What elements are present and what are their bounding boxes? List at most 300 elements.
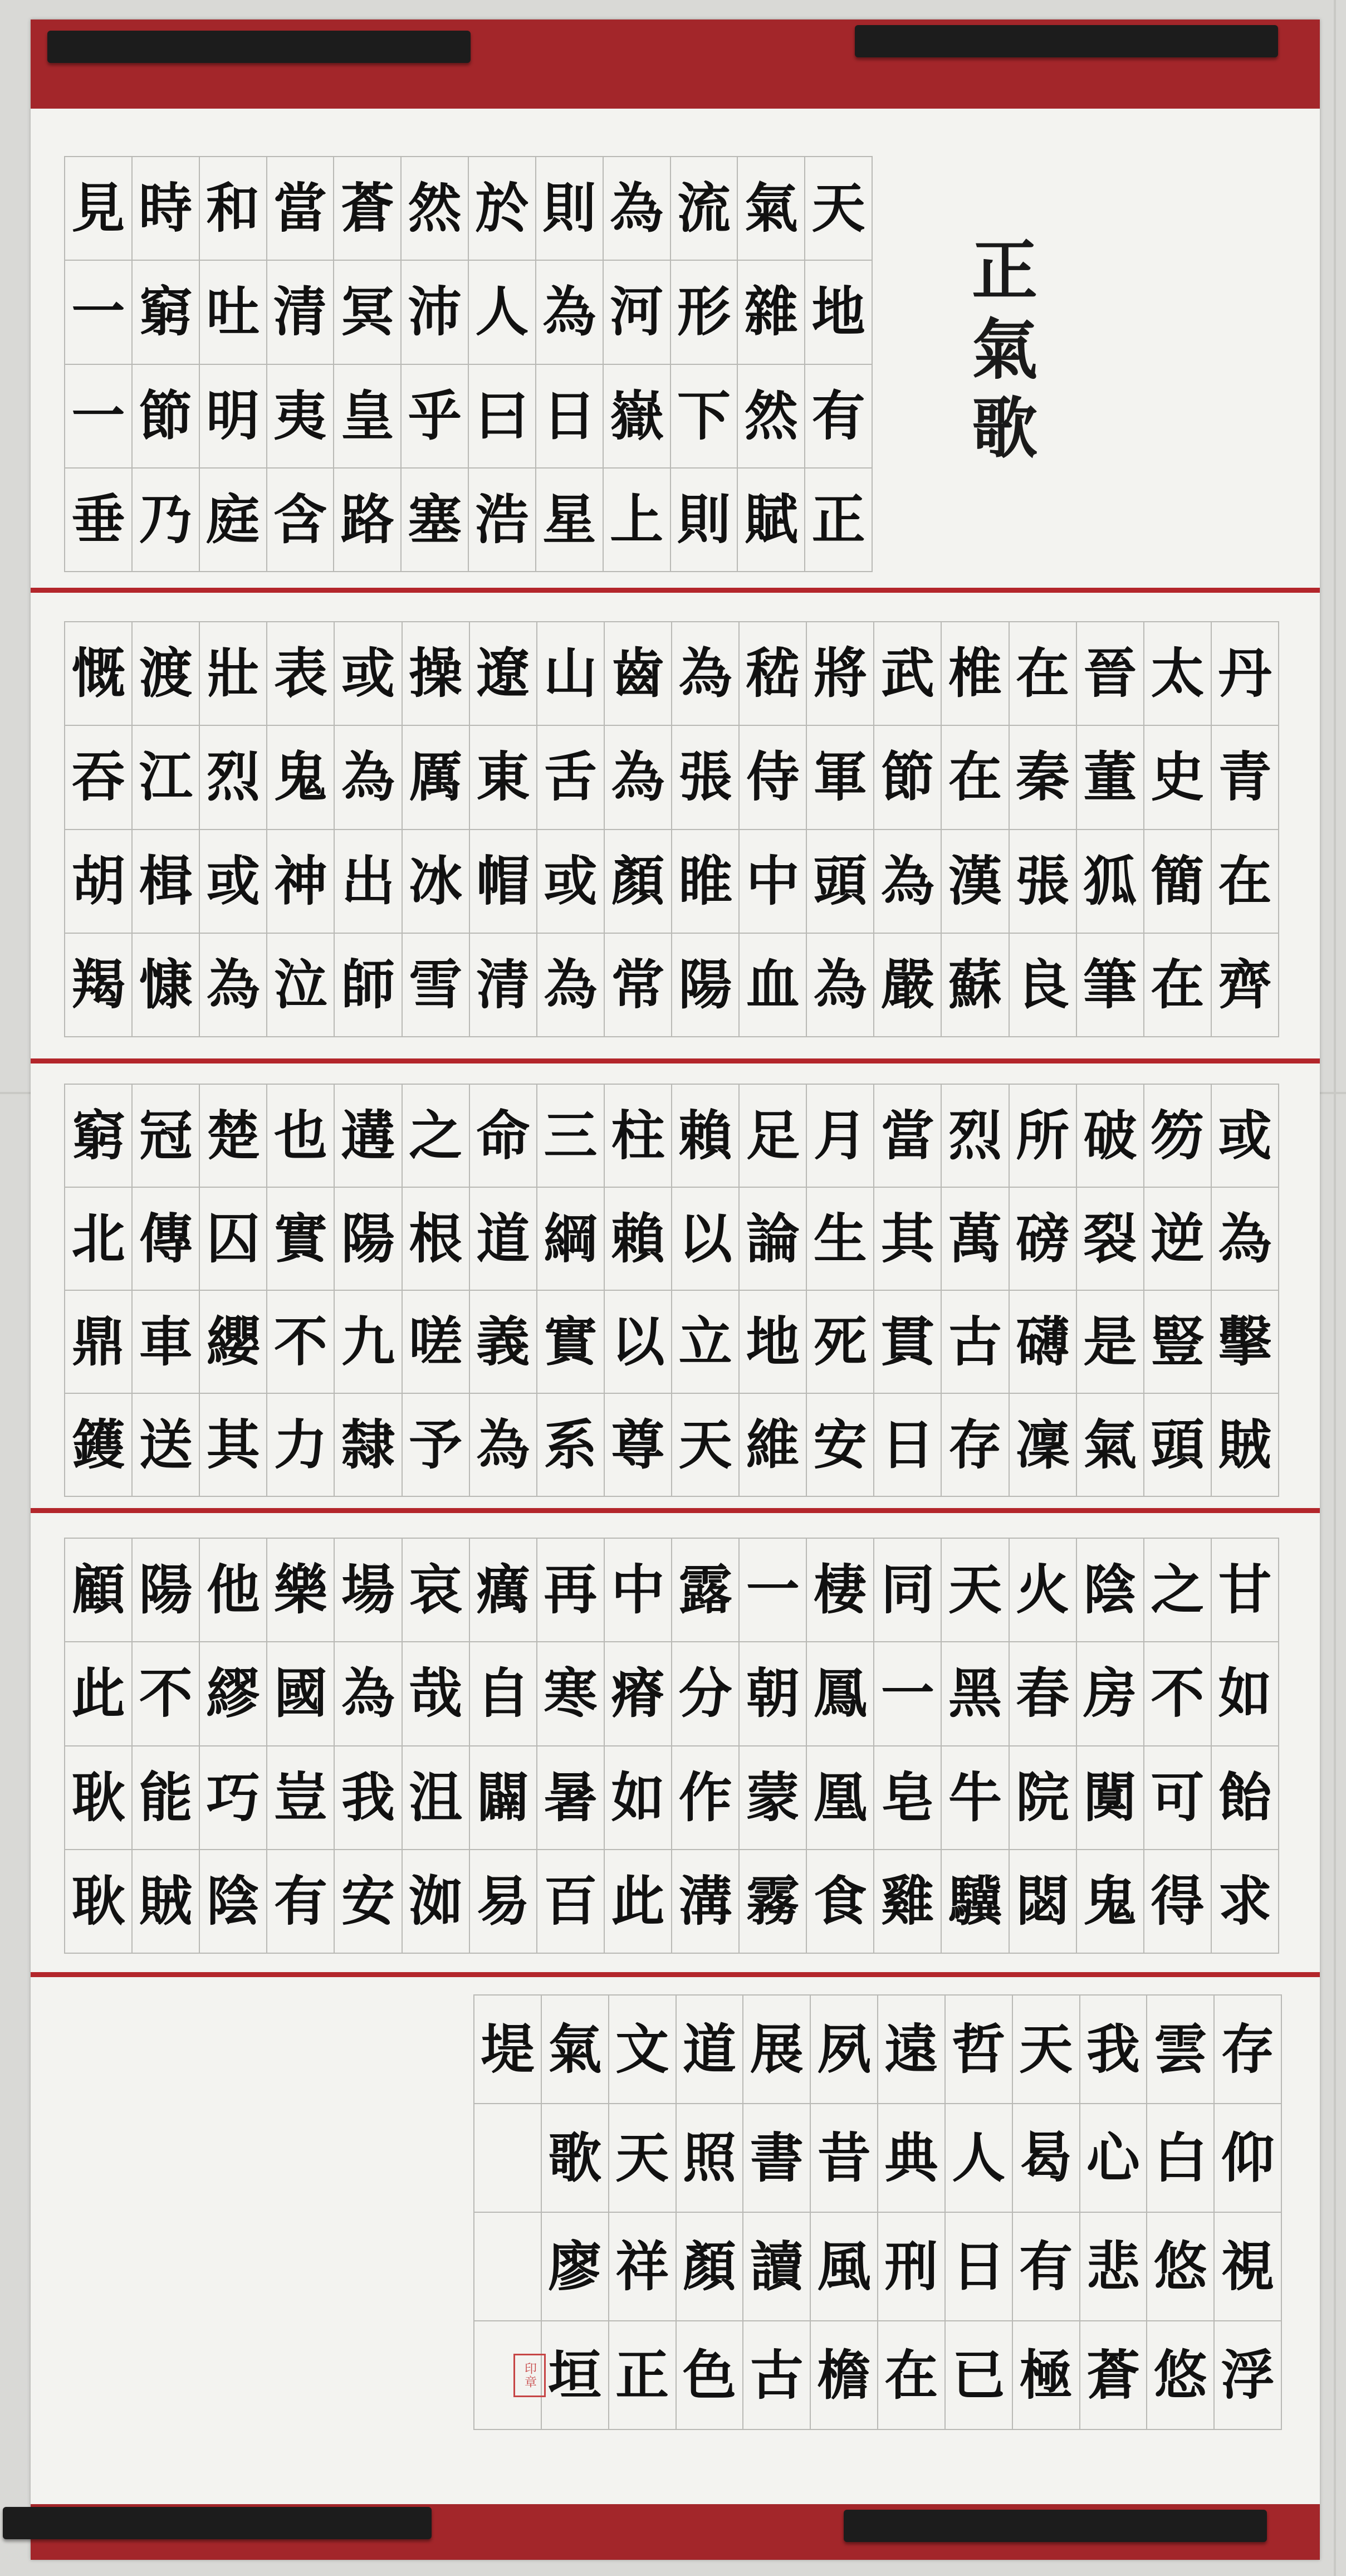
grid-cell: 地	[805, 261, 873, 364]
wall-line-v	[1334, 0, 1336, 2576]
grid-cell: 得	[1144, 1850, 1212, 1954]
grid-cell: 房	[1077, 1642, 1144, 1746]
grid-cell: 浩	[469, 469, 536, 572]
grid-cell: 牛	[942, 1746, 1009, 1850]
grid-cell: 賦	[738, 469, 805, 572]
grid-cell: 磅	[1010, 1188, 1077, 1291]
grid-cell: 黑	[942, 1642, 1009, 1746]
grid-cell: 嵇	[740, 622, 807, 726]
panel-divider-3	[31, 1508, 1320, 1513]
grid-cell: 曷	[1013, 2104, 1080, 2213]
grid-cell: 將	[807, 622, 874, 726]
grid-cell: 為	[537, 934, 605, 1037]
title-char: 氣	[972, 310, 1038, 388]
grid-cell: 尊	[605, 1394, 672, 1497]
grid-cell: 蒼	[334, 157, 402, 261]
grid-cell: 百	[537, 1850, 605, 1954]
panel-divider-2	[31, 1058, 1320, 1063]
grid-cell: 也	[267, 1085, 335, 1188]
grid-cell: 冰	[403, 830, 470, 934]
grid-cell: 東	[470, 726, 537, 830]
grid-cell: 為	[536, 261, 604, 364]
grid-cell: 一	[740, 1539, 807, 1642]
grid-cell: 車	[133, 1291, 200, 1394]
bottom-left-rod	[3, 2507, 432, 2539]
grid-cell: 送	[133, 1394, 200, 1497]
grid-cell: 烈	[942, 1085, 1009, 1188]
grid-cell: 節	[133, 365, 200, 469]
grid-cell: 祥	[609, 2213, 677, 2321]
grid-cell: 閟	[1010, 1850, 1077, 1954]
grid-cell: 天	[805, 157, 873, 261]
grid-cell: 此	[65, 1642, 133, 1746]
grid-cell: 嚴	[874, 934, 942, 1037]
grid-cell: 節	[874, 726, 942, 830]
grid-cell: 溝	[672, 1850, 740, 1954]
grid-cell: 繆	[200, 1642, 267, 1746]
grid-cell: 武	[874, 622, 942, 726]
grid-cell: 於	[469, 157, 536, 261]
grid-cell: 遘	[335, 1085, 402, 1188]
grid-cell: 為	[605, 726, 672, 830]
grid-cell: 死	[807, 1291, 874, 1394]
grid-cell: 再	[537, 1539, 605, 1642]
grid-cell: 作	[672, 1746, 740, 1850]
grid-cell: 豈	[267, 1746, 335, 1850]
grid-cell: 吞	[65, 726, 133, 830]
grid-cell: 陽	[335, 1188, 402, 1291]
grid-cell: 此	[605, 1850, 672, 1954]
grid-cell: 為	[874, 830, 942, 934]
grid-cell: 求	[1212, 1850, 1279, 1954]
grid-cell: 流	[671, 157, 738, 261]
grid-cell: 可	[1144, 1746, 1212, 1850]
grid-cell: 慨	[65, 622, 133, 726]
grid-cell: 風	[811, 2213, 878, 2321]
grid-cell: 則	[536, 157, 604, 261]
grid-cell: 師	[335, 934, 402, 1037]
grid-cell: 雪	[403, 934, 470, 1037]
grid-cell: 天	[1013, 1996, 1080, 2104]
grid-cell: 悠	[1147, 2213, 1215, 2321]
grid-cell: 悲	[1080, 2213, 1148, 2321]
grid-cell: 不	[1144, 1642, 1212, 1746]
poem-panel-1	[64, 156, 873, 572]
grid-cell: 日	[536, 365, 604, 469]
grid-cell: 分	[672, 1642, 740, 1746]
grid-cell: 陰	[1077, 1539, 1144, 1642]
grid-cell: 生	[807, 1188, 874, 1291]
grid-cell: 刑	[878, 2213, 946, 2321]
grid-cell: 實	[267, 1188, 335, 1291]
grid-cell: 顏	[605, 830, 672, 934]
grid-cell: 嶽	[604, 365, 671, 469]
grid-cell: 青	[1212, 726, 1279, 830]
grid-cell: 天	[942, 1539, 1009, 1642]
grid-cell: 安	[807, 1394, 874, 1497]
grid-cell: 隸	[335, 1394, 402, 1497]
grid-cell: 蒙	[740, 1746, 807, 1850]
grid-cell: 乃	[133, 469, 200, 572]
grid-cell: 賊	[1212, 1394, 1279, 1497]
grid-cell: 時	[133, 157, 200, 261]
grid-cell: 在	[1212, 830, 1279, 934]
grid-cell: 筆	[1077, 934, 1144, 1037]
grid-cell: 火	[1010, 1539, 1077, 1642]
grid-cell: 齊	[1212, 934, 1279, 1037]
grid-cell: 傳	[133, 1188, 200, 1291]
grid-cell: 已	[946, 2321, 1013, 2430]
grid-cell: 顏	[677, 2213, 744, 2321]
grid-cell: 氣	[542, 1996, 609, 2104]
grid-cell: 窮	[133, 261, 200, 364]
grid-cell: 吐	[200, 261, 267, 364]
grid-cell: 或	[200, 830, 267, 934]
grid-cell: 秦	[1010, 726, 1077, 830]
grid-cell: 豎	[1144, 1291, 1212, 1394]
grid-cell: 椎	[942, 622, 1009, 726]
grid-cell	[474, 2104, 542, 2213]
grid-cell: 自	[470, 1642, 537, 1746]
grid-cell: 河	[604, 261, 671, 364]
grid-cell: 命	[470, 1085, 537, 1188]
grid-cell: 然	[402, 157, 469, 261]
grid-cell: 氣	[738, 157, 805, 261]
grid-cell: 存	[1215, 1996, 1282, 2104]
grid-cell: 不	[133, 1642, 200, 1746]
top-left-rod	[47, 31, 471, 63]
grid-cell: 闃	[1077, 1746, 1144, 1850]
grid-cell: 神	[267, 830, 335, 934]
grid-cell: 冠	[133, 1085, 200, 1188]
grid-cell: 視	[1215, 2213, 1282, 2321]
grid-cell: 地	[740, 1291, 807, 1394]
grid-cell: 瘠	[605, 1642, 672, 1746]
grid-cell: 天	[672, 1394, 740, 1497]
grid-cell: 有	[1013, 2213, 1080, 2321]
grid-cell: 遼	[470, 622, 537, 726]
grid-cell: 出	[335, 830, 402, 934]
grid-cell: 巧	[200, 1746, 267, 1850]
grid-cell: 星	[536, 469, 604, 572]
grid-cell: 胡	[65, 830, 133, 934]
grid-cell: 綱	[537, 1188, 605, 1291]
grid-cell: 如	[1212, 1642, 1279, 1746]
grid-cell: 泣	[267, 934, 335, 1037]
grid-cell: 下	[671, 365, 738, 469]
grid-cell: 我	[1080, 1996, 1148, 2104]
grid-cell: 礴	[1010, 1291, 1077, 1394]
grid-cell: 鑊	[65, 1394, 133, 1497]
grid-cell: 是	[1077, 1291, 1144, 1394]
grid-cell: 垂	[65, 469, 133, 572]
grid-cell: 賊	[133, 1850, 200, 1954]
grid-cell: 以	[672, 1188, 740, 1291]
grid-cell: 舌	[537, 726, 605, 830]
grid-cell: 陽	[133, 1539, 200, 1642]
grid-cell: 凰	[807, 1746, 874, 1850]
grid-cell: 同	[874, 1539, 942, 1642]
grid-cell: 闢	[470, 1746, 537, 1850]
grid-cell: 渡	[133, 622, 200, 726]
grid-cell: 窮	[65, 1085, 133, 1188]
grid-cell: 雜	[738, 261, 805, 364]
grid-cell: 沮	[403, 1746, 470, 1850]
grid-cell: 鬼	[267, 726, 335, 830]
title-char: 正	[972, 232, 1038, 309]
grid-cell: 皂	[874, 1746, 942, 1850]
grid-cell: 場	[335, 1539, 402, 1642]
grid-cell: 為	[672, 622, 740, 726]
grid-cell: 然	[738, 365, 805, 469]
grid-cell: 所	[1010, 1085, 1077, 1188]
grid-cell: 棲	[807, 1539, 874, 1642]
grid-cell: 朝	[740, 1642, 807, 1746]
bottom-right-rod	[844, 2510, 1267, 2542]
grid-cell: 厲	[403, 726, 470, 830]
grid-cell: 凜	[1010, 1394, 1077, 1497]
grid-cell: 冥	[334, 261, 402, 364]
grid-cell: 操	[403, 622, 470, 726]
grid-cell: 逆	[1144, 1188, 1212, 1291]
grid-cell: 不	[267, 1291, 335, 1394]
grid-cell: 歌	[542, 2104, 609, 2213]
grid-cell: 讀	[743, 2213, 811, 2321]
grid-cell: 月	[807, 1085, 874, 1188]
grid-cell: 為	[335, 1642, 402, 1746]
grid-cell: 展	[743, 1996, 811, 2104]
grid-cell: 張	[1010, 830, 1077, 934]
poem-panel-5	[473, 1994, 1282, 2430]
grid-cell: 含	[267, 469, 335, 572]
grid-cell: 纓	[200, 1291, 267, 1394]
grid-cell: 白	[1147, 2104, 1215, 2213]
grid-cell: 根	[403, 1188, 470, 1291]
grid-cell: 表	[267, 622, 335, 726]
grid-cell: 九	[335, 1291, 402, 1394]
grid-cell: 或	[1212, 1085, 1279, 1188]
grid-cell: 甘	[1212, 1539, 1279, 1642]
grid-cell: 在	[1010, 622, 1077, 726]
grid-cell: 耿	[65, 1746, 133, 1850]
grid-cell: 實	[537, 1291, 605, 1394]
grid-cell: 其	[200, 1394, 267, 1497]
grid-cell: 露	[672, 1539, 740, 1642]
grid-cell: 漢	[942, 830, 1009, 934]
grid-cell: 人	[946, 2104, 1013, 2213]
grid-cell: 張	[672, 726, 740, 830]
grid-cell: 色	[677, 2321, 744, 2430]
grid-cell: 軍	[807, 726, 874, 830]
grid-cell: 明	[200, 365, 267, 469]
grid-cell: 上	[604, 469, 671, 572]
grid-cell: 江	[133, 726, 200, 830]
grid-cell: 照	[677, 2104, 744, 2213]
grid-cell: 他	[200, 1539, 267, 1642]
grid-cell: 心	[1080, 2104, 1148, 2213]
grid-cell: 論	[740, 1188, 807, 1291]
grid-cell: 蘇	[942, 934, 1009, 1037]
panel-divider-1	[31, 588, 1320, 593]
top-right-rod	[855, 25, 1278, 57]
grid-cell: 笏	[1144, 1085, 1212, 1188]
grid-cell: 哲	[946, 1996, 1013, 2104]
grid-cell: 陽	[672, 934, 740, 1037]
grid-cell: 道	[677, 1996, 744, 2104]
grid-cell: 或	[335, 622, 402, 726]
grid-cell: 史	[1144, 726, 1212, 830]
grid-cell: 塞	[402, 469, 469, 572]
grid-cell: 當	[874, 1085, 942, 1188]
grid-cell: 寒	[537, 1642, 605, 1746]
grid-cell: 中	[740, 830, 807, 934]
grid-cell: 齒	[605, 622, 672, 726]
grid-cell: 沛	[402, 261, 469, 364]
grid-cell: 耿	[65, 1850, 133, 1954]
grid-cell: 義	[470, 1291, 537, 1394]
grid-cell: 之	[1144, 1539, 1212, 1642]
grid-cell: 力	[267, 1394, 335, 1497]
grid-cell: 書	[743, 2104, 811, 2213]
grid-cell: 之	[403, 1085, 470, 1188]
grid-cell: 睢	[672, 830, 740, 934]
grid-cell: 常	[605, 934, 672, 1037]
grid-cell: 予	[403, 1394, 470, 1497]
grid-cell: 能	[133, 1746, 200, 1850]
grid-cell: 安	[335, 1850, 402, 1954]
grid-cell: 日	[874, 1394, 942, 1497]
grid-cell: 董	[1077, 726, 1144, 830]
grid-cell: 系	[537, 1394, 605, 1497]
grid-cell: 萬	[942, 1188, 1009, 1291]
grid-cell: 囚	[200, 1188, 267, 1291]
grid-cell: 哉	[403, 1642, 470, 1746]
grid-cell: 氣	[1077, 1394, 1144, 1497]
grid-cell: 庭	[200, 469, 267, 572]
grid-cell: 雲	[1147, 1996, 1215, 2104]
grid-cell: 蒼	[1080, 2321, 1148, 2430]
grid-cell: 三	[537, 1085, 605, 1188]
grid-cell: 仰	[1215, 2104, 1282, 2213]
grid-cell: 侍	[740, 726, 807, 830]
grid-cell: 有	[267, 1850, 335, 1954]
grid-cell: 陰	[200, 1850, 267, 1954]
grid-cell: 清	[470, 934, 537, 1037]
poem-panel-3	[64, 1084, 1279, 1497]
grid-cell: 為	[1212, 1188, 1279, 1291]
grid-cell: 晉	[1077, 622, 1144, 726]
grid-cell: 天	[609, 2104, 677, 2213]
grid-cell: 雞	[874, 1850, 942, 1954]
grid-cell: 鼎	[65, 1291, 133, 1394]
grid-cell: 羯	[65, 934, 133, 1037]
panel-divider-4	[31, 1972, 1320, 1977]
grid-cell: 暑	[537, 1746, 605, 1850]
grid-cell: 皇	[334, 365, 402, 469]
grid-cell: 頭	[1144, 1394, 1212, 1497]
grid-cell: 一	[65, 261, 133, 364]
grid-cell: 道	[470, 1188, 537, 1291]
grid-cell: 柱	[605, 1085, 672, 1188]
grid-cell: 以	[605, 1291, 672, 1394]
grid-cell: 人	[469, 261, 536, 364]
grid-cell: 貫	[874, 1291, 942, 1394]
grid-cell: 易	[470, 1850, 537, 1954]
grid-cell: 中	[605, 1539, 672, 1642]
grid-cell: 良	[1010, 934, 1077, 1037]
grid-cell: 驥	[942, 1850, 1009, 1954]
grid-cell: 血	[740, 934, 807, 1037]
grid-cell: 維	[740, 1394, 807, 1497]
grid-cell: 有	[805, 365, 873, 469]
grid-cell: 哀	[403, 1539, 470, 1642]
grid-cell: 山	[537, 622, 605, 726]
grid-cell: 古	[942, 1291, 1009, 1394]
grid-cell: 形	[671, 261, 738, 364]
red-seal-stamp: 印章	[513, 2354, 546, 2397]
calligraphy-scroll	[31, 19, 1320, 2560]
grid-cell: 鬼	[1077, 1850, 1144, 1954]
poem-title	[972, 231, 1037, 468]
grid-cell: 一	[874, 1642, 942, 1746]
grid-cell: 壯	[200, 622, 267, 726]
grid-cell: 足	[740, 1085, 807, 1188]
grid-cell: 浮	[1215, 2321, 1282, 2430]
grid-cell: 食	[807, 1850, 874, 1954]
grid-cell: 破	[1077, 1085, 1144, 1188]
grid-cell: 廖	[542, 2213, 609, 2321]
grid-cell: 洳	[403, 1850, 470, 1954]
grid-cell: 正	[805, 469, 873, 572]
grid-cell: 為	[200, 934, 267, 1037]
grid-cell: 裂	[1077, 1188, 1144, 1291]
grid-cell: 樂	[267, 1539, 335, 1642]
grid-cell: 烈	[200, 726, 267, 830]
grid-cell: 一	[65, 365, 133, 469]
grid-cell: 曰	[469, 365, 536, 469]
grid-cell: 或	[537, 830, 605, 934]
grid-cell: 堤	[474, 1996, 542, 2104]
grid-cell: 垣	[542, 2321, 609, 2430]
grid-cell: 院	[1010, 1746, 1077, 1850]
grid-cell: 慷	[133, 934, 200, 1037]
grid-cell	[474, 2213, 542, 2321]
grid-cell: 其	[874, 1188, 942, 1291]
grid-cell: 顧	[65, 1539, 133, 1642]
poem-panel-2	[64, 621, 1279, 1037]
grid-cell: 悠	[1147, 2321, 1215, 2430]
grid-cell: 路	[334, 469, 402, 572]
grid-cell: 古	[743, 2321, 811, 2430]
grid-cell: 霧	[740, 1850, 807, 1954]
grid-cell: 當	[267, 157, 335, 261]
grid-cell: 賴	[672, 1085, 740, 1188]
grid-cell: 簡	[1144, 830, 1212, 934]
grid-cell: 文	[609, 1996, 677, 2104]
grid-cell: 和	[200, 157, 267, 261]
grid-cell: 我	[335, 1746, 402, 1850]
grid-cell: 為	[604, 157, 671, 261]
grid-cell: 遠	[878, 1996, 946, 2104]
grid-cell: 正	[609, 2321, 677, 2430]
grid-cell: 嗟	[403, 1291, 470, 1394]
grid-cell: 北	[65, 1188, 133, 1291]
grid-cell: 如	[605, 1746, 672, 1850]
grid-cell: 飴	[1212, 1746, 1279, 1850]
grid-cell: 立	[672, 1291, 740, 1394]
grid-cell: 昔	[811, 2104, 878, 2213]
poem-panel-4	[64, 1538, 1279, 1954]
